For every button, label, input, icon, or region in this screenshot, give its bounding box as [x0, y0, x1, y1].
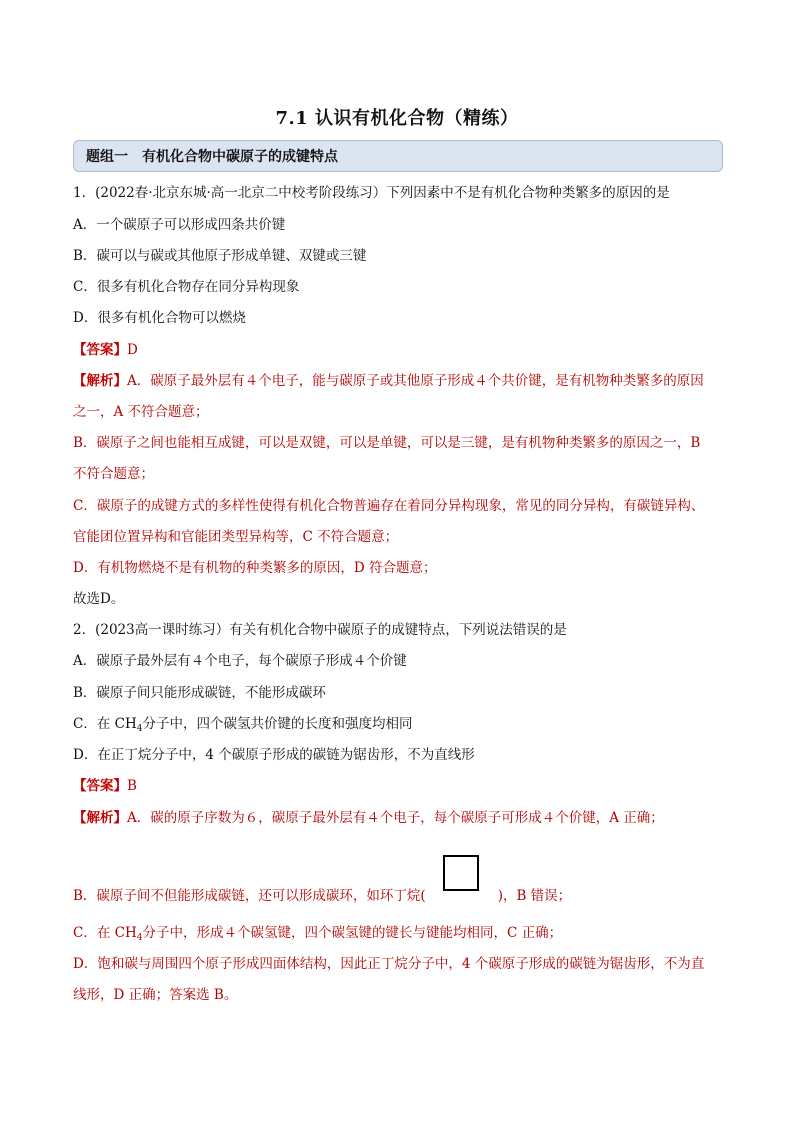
page-title: 7.1 认识有机化合物（精练）: [275, 108, 519, 129]
q1-option-d: D．很多有机化合物可以燃烧: [73, 310, 246, 326]
q1-option-a: A．一个碳原子可以形成四条共价键: [73, 217, 286, 233]
q1-conclusion: 故选D。: [73, 591, 125, 607]
q2-analysis-line-b: [73, 887, 733, 905]
q1-analysis-line-5: C．碳原子的成键方式的多样性使得有机化合物普遍存在着同分异构现象，常见的同分异构，有碳链异构、: [73, 498, 705, 514]
section-header: [73, 140, 723, 172]
q2-analysis-c-post: 分子中，形成４个碳氢键，四个碳氢键的键长与键能均相同，C 正确；: [142, 925, 563, 941]
q2-analysis-b-post: )，B 错误；: [497, 888, 572, 904]
q2-option-c-pre: C．在 CH: [73, 716, 137, 732]
section-header-text: 题组一 有机化合物中碳原子的成键特点: [86, 149, 338, 165]
cyclobutane-structure: [443, 855, 479, 891]
q2-answer: [73, 777, 733, 795]
q2-analysis-a: A．碳的原子序数为６，碳原子最外层有４个电子，每个碳原子可形成４个价键，A 正确；: [127, 810, 664, 826]
q1-answer-tag: 【答案】: [73, 342, 127, 358]
q1-answer: [73, 341, 733, 359]
q1-analysis-text: A．碳原子最外层有４个电子，能与碳原子或其他原子形成４个共价键，是有机物种类繁多的原因: [127, 373, 704, 389]
q2-analysis-line-c: [73, 924, 733, 947]
q1-analysis-line-7: D．有机物燃烧不是有机物的种类繁多的原因，D 符合题意；: [73, 560, 437, 576]
q1-answer-value: D: [127, 342, 138, 358]
q2-analysis-line-d2: 线形，D 正确；答案选 B。: [73, 987, 238, 1003]
q1-stem: 1．(2022春·北京东城·高一北京二中校考阶段练习）下列因素中不是有机化合物种类繁多的原因的是: [73, 185, 670, 201]
q1-analysis-line-2: 之一，A 不符合题意；: [73, 404, 209, 420]
q2-analysis-c-sub: 4: [136, 933, 143, 943]
q2-analysis-line-d1: D．饱和碳与周围四个原子形成四面体结构，因此正丁烷分子中，4 个碳原子形成的碳链为锯齿形，不为直: [73, 956, 705, 972]
q2-stem: 2．(2023高一课时练习）有关有机化合物中碳原子的成键特点，下列说法错误的是: [73, 622, 567, 638]
q1-option-b: B．碳可以与碳或其他原子形成单键、双键或三键: [73, 248, 367, 264]
q1-analysis-line-1: [73, 372, 733, 390]
q1-analysis-line-6: 官能团位置异构和官能团类型异构等，C 不符合题意；: [73, 529, 399, 545]
q1-analysis-line-4: 不符合题意；: [73, 466, 154, 482]
q2-analysis-c-pre: C．在 CH: [73, 925, 137, 941]
q2-option-d: D．在正丁烷分子中，4 个碳原子形成的碳链为锯齿形，不为直线形: [73, 747, 475, 763]
q2-option-c-post: 分子中，四个碳氢共价键的长度和强度均相同: [142, 716, 413, 732]
q2-analysis-b-pre: B．碳原子间不但能形成碳链，还可以形成碳环，如环丁烷(: [73, 888, 426, 904]
q2-answer-value: B: [127, 778, 137, 794]
q1-option-c: C．很多有机化合物存在同分异构现象: [73, 279, 300, 295]
q1-analysis-line-3: B．碳原子之间也能相互成键，可以是双键，可以是单键，可以是三键，是有机物种类繁多的原因之一，B: [73, 435, 701, 451]
q1-analysis-tag: 【解析】: [73, 373, 127, 389]
q2-analysis-line-a: [73, 809, 733, 827]
q2-answer-tag: 【答案】: [73, 778, 127, 794]
q2-option-a: A．碳原子最外层有４个电子，每个碳原子形成４个价键: [73, 653, 407, 669]
q2-option-c: [73, 715, 733, 738]
q2-option-b: B．碳原子间只能形成碳链，不能形成碳环: [73, 685, 326, 701]
q2-option-c-sub: 4: [136, 724, 143, 734]
q2-analysis-tag: 【解析】: [73, 810, 127, 826]
